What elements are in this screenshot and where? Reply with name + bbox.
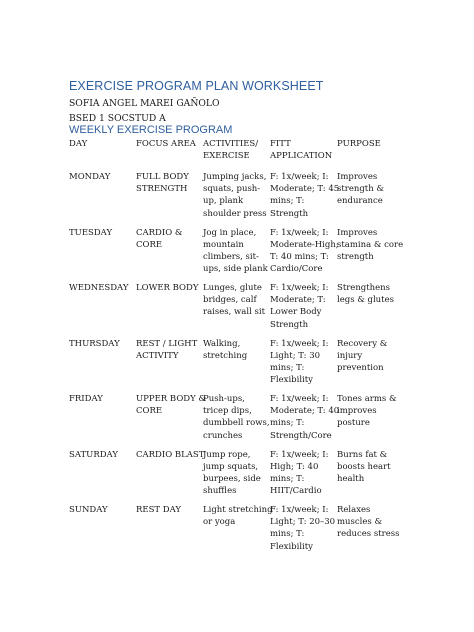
- cell-text: legs & glutes: [337, 295, 394, 306]
- cell-text: mins; T:: [270, 196, 305, 207]
- cell-day: [69, 227, 133, 239]
- cell-activities: [203, 282, 267, 319]
- cell-text: burpees, side: [203, 473, 261, 484]
- cell-text: Strengthens: [337, 283, 391, 293]
- cell-text: strength: [337, 251, 374, 262]
- document-title: EXERCISE PROGRAM PLAN WORKSHEET: [69, 79, 324, 93]
- cell-activities: [203, 171, 267, 220]
- cell-activities: [203, 393, 270, 442]
- cell-fitt: [270, 282, 338, 331]
- cell-text: Moderate; T:: [270, 295, 326, 306]
- cell-text: strength &: [337, 184, 384, 195]
- cell-text: prevention: [337, 362, 384, 373]
- cell-text: mins; T:: [270, 418, 305, 429]
- table-row: [69, 282, 409, 338]
- cell-text: CORE: [136, 406, 163, 417]
- cell-text: Strength: [270, 208, 309, 219]
- cell-text: F: 1x/week; I:: [270, 338, 329, 349]
- cell-text: SATURDAY: [69, 449, 118, 460]
- cell-text: Push-ups,: [203, 394, 245, 404]
- header-fitt: [270, 138, 338, 162]
- cell-text: ups, side plank: [203, 264, 268, 275]
- cell-purpose: [337, 282, 409, 306]
- header-focus-area: [136, 138, 200, 150]
- author-name: SOFIA ANGEL MAREI GAÑOLO: [69, 98, 220, 109]
- header-activities: [203, 138, 267, 162]
- cell-text: mins; T:: [270, 473, 305, 484]
- cell-focus: [136, 171, 200, 195]
- cell-purpose: [337, 171, 409, 208]
- cell-text: bridges, calf: [203, 295, 257, 306]
- header-text: DAY: [69, 139, 88, 149]
- header-text: EXERCISE: [203, 151, 250, 162]
- cell-activities: [203, 227, 267, 276]
- cell-text: HIIT/Cardio: [270, 486, 322, 497]
- cell-text: posture: [337, 418, 370, 429]
- cell-focus: [136, 449, 205, 461]
- cell-text: Flexibility: [270, 541, 313, 552]
- table-row: [69, 449, 409, 505]
- cell-text: Moderate; T: 45: [270, 184, 340, 195]
- cell-text: Light stretching: [203, 505, 273, 515]
- cell-text: health: [337, 473, 365, 484]
- cell-text: Light; T: 30: [270, 350, 321, 361]
- cell-text: Walking,: [203, 338, 241, 349]
- cell-text: endurance: [337, 196, 383, 207]
- cell-text: shoulder press: [203, 208, 267, 219]
- cell-activities: [203, 504, 273, 528]
- cell-text: Tones arms &: [337, 394, 397, 404]
- cell-text: Relaxes: [337, 505, 371, 515]
- cell-focus: [136, 338, 200, 362]
- cell-text: F: 1x/week; I:: [270, 283, 329, 293]
- cell-text: MONDAY: [69, 172, 111, 182]
- cell-text: mins; T:: [270, 529, 305, 540]
- cell-purpose: [337, 227, 409, 264]
- cell-day: [69, 282, 133, 294]
- cell-text: STRENGTH: [136, 184, 188, 195]
- cell-fitt: [270, 338, 338, 387]
- class-section: BSED 1 SOCSTUD A: [69, 113, 166, 124]
- cell-text: Jump rope,: [203, 449, 251, 460]
- cell-day: [69, 504, 133, 516]
- cell-text: Improves: [337, 172, 378, 182]
- cell-text: dumbbell rows,: [203, 418, 270, 429]
- cell-text: climbers, sit-: [203, 251, 259, 262]
- cell-text: High; T: 40: [270, 461, 319, 472]
- cell-fitt: [270, 227, 338, 276]
- table-row: [69, 504, 409, 560]
- cell-text: WEDNESDAY: [69, 283, 129, 293]
- cell-text: Strength/Core: [270, 430, 332, 441]
- cell-fitt: [270, 171, 338, 220]
- cell-text: CARDIO BLAST: [136, 449, 205, 460]
- cell-text: F: 1x/week; I:: [270, 505, 329, 515]
- cell-text: mins; T:: [270, 362, 305, 373]
- cell-purpose: [337, 504, 409, 541]
- cell-text: Improves: [337, 227, 378, 238]
- cell-focus: [136, 504, 200, 516]
- cell-text: muscles &: [337, 517, 383, 528]
- cell-text: stretching: [203, 350, 248, 361]
- cell-text: SUNDAY: [69, 505, 108, 515]
- cell-day: [69, 393, 133, 405]
- exercise-table: [69, 138, 409, 560]
- cell-day: [69, 171, 133, 183]
- cell-text: F: 1x/week; I:: [270, 449, 329, 460]
- table-row: [69, 338, 409, 394]
- header-text: PURPOSE: [337, 139, 381, 149]
- cell-purpose: [337, 449, 409, 486]
- header-text: FOCUS AREA: [136, 139, 196, 149]
- cell-text: F: 1x/week; I:: [270, 394, 329, 404]
- cell-activities: [203, 449, 267, 498]
- header-text: FITT: [270, 139, 291, 149]
- cell-focus: [136, 393, 206, 417]
- cell-text: ACTIVITY: [136, 350, 179, 361]
- header-text: ACTIVITIES/: [203, 139, 259, 149]
- cell-text: improves: [337, 406, 377, 417]
- cell-fitt: [270, 393, 338, 442]
- cell-text: up, plank: [203, 196, 244, 207]
- cell-text: F: 1x/week; I:: [270, 227, 329, 238]
- cell-focus: [136, 227, 200, 251]
- cell-text: mountain: [203, 239, 244, 250]
- cell-text: Light; T: 20–30: [270, 517, 336, 528]
- cell-text: crunches: [203, 430, 243, 441]
- cell-text: Jog in place,: [203, 227, 257, 238]
- cell-text: FULL BODY: [136, 172, 189, 182]
- cell-fitt: [270, 504, 338, 553]
- table-header-row: [69, 138, 409, 171]
- cell-text: Cardio/Core: [270, 264, 323, 275]
- cell-day: [69, 449, 133, 461]
- cell-text: THURSDAY: [69, 338, 120, 349]
- cell-text: Moderate-High;: [270, 239, 339, 250]
- cell-text: F: 1x/week; I:: [270, 172, 329, 182]
- table-row: [69, 227, 409, 283]
- table-row: [69, 393, 409, 449]
- cell-text: or yoga: [203, 517, 236, 528]
- cell-text: jump squats,: [203, 461, 259, 472]
- cell-text: UPPER BODY &: [136, 394, 206, 404]
- cell-text: shuffles: [203, 486, 237, 497]
- cell-purpose: [337, 393, 409, 430]
- cell-text: FRIDAY: [69, 394, 103, 404]
- cell-text: Burns fat &: [337, 449, 388, 460]
- cell-text: Lunges, glute: [203, 283, 262, 293]
- cell-text: reduces stress: [337, 529, 400, 540]
- cell-text: squats, push-: [203, 184, 261, 195]
- cell-text: TUESDAY: [69, 227, 113, 238]
- cell-text: Strength: [270, 319, 309, 330]
- cell-focus: [136, 282, 200, 294]
- cell-text: stamina & core: [337, 239, 404, 250]
- cell-day: [69, 338, 133, 350]
- cell-text: Moderate; T: 40: [270, 406, 340, 417]
- table-row: [69, 171, 409, 227]
- cell-text: REST / LIGHT: [136, 338, 198, 349]
- header-day: [69, 138, 133, 150]
- cell-text: Recovery &: [337, 338, 388, 349]
- cell-text: Flexibility: [270, 375, 313, 386]
- cell-text: REST DAY: [136, 505, 182, 515]
- header-purpose: [337, 138, 409, 150]
- cell-purpose: [337, 338, 409, 375]
- header-text: APPLICATION: [270, 151, 333, 162]
- program-subheading: WEEKLY EXERCISE PROGRAM: [69, 124, 233, 136]
- cell-text: T: 40 mins; T:: [270, 251, 329, 262]
- cell-text: injury: [337, 350, 363, 361]
- cell-text: Jumping jacks,: [203, 172, 267, 182]
- cell-text: LOWER BODY: [136, 283, 199, 293]
- cell-text: tricep dips,: [203, 406, 252, 417]
- cell-text: raises, wall sit: [203, 307, 265, 318]
- cell-text: Lower Body: [270, 307, 322, 318]
- cell-text: CORE: [136, 239, 163, 250]
- cell-text: CARDIO &: [136, 227, 183, 238]
- cell-activities: [203, 338, 267, 362]
- cell-text: boosts heart: [337, 461, 391, 472]
- cell-fitt: [270, 449, 338, 498]
